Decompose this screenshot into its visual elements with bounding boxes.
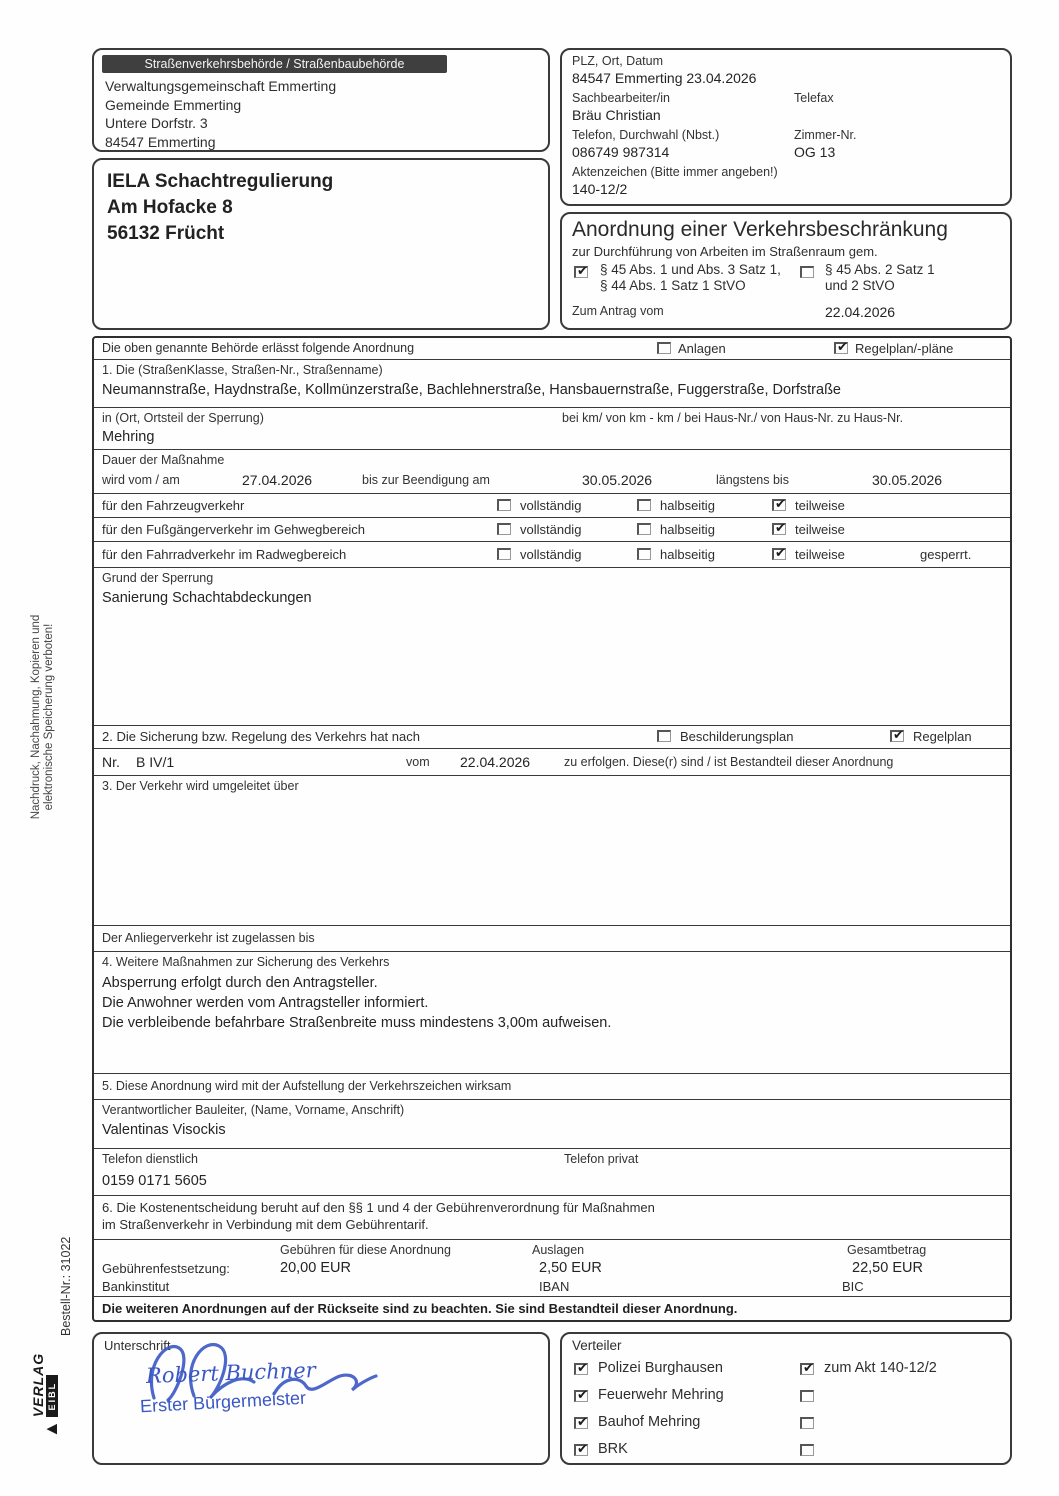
paragraph45-1-checkbox[interactable] [574,266,588,278]
gesperrt-label: gesperrt. [920,547,972,562]
location-label: in (Ort, Ortsteil der Sperrung) [102,411,264,425]
distribution-label: Verteiler [572,1338,622,1353]
paragraph45-2-label-line1: § 45 Abs. 2 Satz 1 [825,262,935,277]
anlagen-checkbox[interactable] [657,342,671,354]
recipient-line: IELA Schachtregulierung [107,171,334,192]
phone-private-label: Telefon privat [564,1152,639,1166]
copyright-line1: Nachdruck, Nachahmung, Kopieren und [30,614,42,820]
section5-label: 5. Diese Anordnung wird mit der Aufstellung der Verkehrszeichen wirksam [102,1079,512,1093]
full-label: vollständig [520,547,582,562]
vom-label: vom [406,755,430,769]
order-number-note: Bestell-Nr.: 31022 [59,1236,73,1336]
file-ref-label: Aktenzeichen (Bitte immer angeben!) [572,165,778,179]
antrag-label: Zum Antrag vom [572,304,664,318]
traffic-row-pedestrian [94,518,1010,542]
section1-row [94,360,1010,408]
duration-label: Dauer der Maßnahme [102,453,225,467]
recipient-line: Am Hofacke 8 [107,197,233,218]
file-ref-value: 140-12/2 [572,181,628,197]
nr-value: B IV/1 [136,754,175,770]
anlagen-label: Anlagen [678,341,726,356]
zum-akt-checkbox[interactable] [800,1363,814,1375]
bauleiter-label: Verantwortlicher Bauleiter, (Name, Vorname, Anschrift) [102,1103,405,1117]
order-title: Anordnung einer Verkehrsbeschränkung [572,218,948,241]
copyright-line2: elektronische Speicherung verboten! [43,623,55,811]
authority-line: Verwaltungsgemeinschaft Emmerting [105,78,337,94]
beschilderungsplan-checkbox[interactable] [657,730,671,742]
duration-until-label: bis zur Beendigung am [362,473,490,487]
polizei-label: Polizei Burghausen [598,1360,723,1376]
section2-row [94,726,1010,749]
section4-line: Absperrung erfolgt durch den Antragsteller. [102,975,378,991]
fees-col1-value: 20,00 EUR [280,1260,351,1276]
form-header-label: Die oben genannte Behörde erlässt folgende Anordnung [102,341,415,355]
fees-col3-header: Gesamtbetrag [847,1243,927,1257]
plz-label: PLZ, Ort, Datum [572,54,663,68]
signature-name: Robert Buchner [145,1358,317,1388]
traffic-row-label: für den Fußgängerverkehr im Gehwegbereich [102,522,366,537]
form-header-row [94,338,1010,360]
authority-line: Untere Dorfstr. 3 [105,115,208,131]
bank-label: Bankinstitut [102,1279,170,1294]
location-value: Mehring [102,429,155,445]
feuerwehr-checkbox[interactable] [574,1390,588,1402]
feuerwehr-label: Feuerwehr Mehring [598,1387,724,1403]
fees-row [94,1240,1010,1297]
empty-checkbox-2[interactable] [800,1417,814,1429]
duration-until-date: 30.05.2026 [582,472,653,488]
notice-text: Die weiteren Anordnungen auf der Rückseite sind zu beachten. Sie sind Bestandteil dieser Anordnung. [102,1301,738,1316]
paragraph45-1-label-line2: § 44 Abs. 1 Satz 1 StVO [600,278,746,293]
order-subtitle: zur Durchführung von Arbeiten im Straßenraum gem. [572,244,878,259]
contact-box [560,48,1012,206]
phone-label: Telefon, Durchwahl (Nbst.) [572,128,720,142]
order-form-table [92,336,1012,1322]
reason-row [94,568,1010,726]
bauleiter-row [94,1100,1010,1149]
vehicle-half-checkbox[interactable] [637,499,651,511]
recipient-line: 56132 Frücht [107,223,225,244]
reason-label: Grund der Sperrung [102,571,214,585]
pedestrian-full-checkbox[interactable] [497,523,511,535]
room-value: OG 13 [794,144,836,160]
bicycle-partial-checkbox[interactable] [772,548,786,560]
half-label: halbseitig [660,522,715,537]
location-km-label: bei km/ von km - km / bei Haus-Nr./ von Haus-Nr. zu Haus-Nr. [562,411,904,425]
bicycle-full-checkbox[interactable] [497,548,511,560]
clerk-value: Bräu Christian [572,107,661,123]
pedestrian-half-checkbox[interactable] [637,523,651,535]
full-label: vollständig [520,522,582,537]
duration-from-label: wird vom / am [102,473,180,487]
logo-triangle-icon: ▲ [41,1420,61,1438]
zum-akt-label: zum Akt 140-12/2 [824,1360,937,1376]
bauhof-label: Bauhof Mehring [598,1414,701,1430]
regelplan-label: Regelplan [913,729,972,744]
section1-streets: Neumannstraße, Haydnstraße, Kollmünzerstraße, Bachlehnerstraße, Hansbauernstraße, Fuggerstraße, Dorfstraße [102,382,841,398]
authority-line: Gemeinde Emmerting [105,96,242,113]
section2-detail-row [94,749,1010,776]
pedestrian-partial-checkbox[interactable] [772,523,786,535]
section4-line: Die verbleibende befahrbare Straßenbreite muss mindestens 3,00m aufweisen. [102,1015,612,1031]
paragraph45-2-checkbox[interactable] [800,266,814,278]
iban-label: IBAN [539,1279,570,1294]
recipient-box [92,158,550,330]
vehicle-full-checkbox[interactable] [497,499,511,511]
section3-label: 3. Der Verkehr wird umgeleitet über [102,779,299,793]
fees-col2-header: Auslagen [532,1243,585,1257]
empty-checkbox-1[interactable] [800,1390,814,1402]
empty-checkbox-3[interactable] [800,1444,814,1456]
reason-value: Sanierung Schachtabdeckungen [102,590,312,606]
partial-label: teilweise [795,498,845,513]
distribution-box [560,1332,1012,1465]
logo-box: EIBL [46,1375,58,1417]
fees-row-label: Gebührenfestsetzung: [102,1261,230,1276]
polizei-checkbox[interactable] [574,1363,588,1375]
anlieger-label: Der Anliegerverkehr ist zugelassen bis [102,931,315,945]
clerk-label: Sachbearbeiter/in [572,91,670,105]
section6-line1: 6. Die Kostenentscheidung beruht auf den §§ 1 und 4 der Gebührenverordnung für Maßnahmen [102,1200,655,1215]
duration-row [94,450,1010,494]
bicycle-half-checkbox[interactable] [637,548,651,560]
bic-label: BIC [842,1279,864,1294]
fees-col1-header: Gebühren für diese Anordnung [280,1243,451,1257]
regelplan-plaene-label: Regelplan/-pläne [855,341,954,356]
authority-box [92,48,550,152]
section2-tail: zu erfolgen. Diese(r) sind / ist Bestandteil dieser Anordnung [564,755,894,769]
regelplan-plaene-checkbox[interactable] [834,342,848,354]
bauleiter-value: Valentinas Visockis [102,1122,226,1138]
signature-label: Unterschrift [104,1338,171,1353]
signature-title: Erster Bürgermeister [139,1387,307,1417]
fees-col3-value: 22,50 EUR [852,1260,923,1276]
plz-value: 84547 Emmerting 23.04.2026 [572,70,757,86]
anlieger-row [94,926,1010,952]
beschilderungsplan-label: Beschilderungsplan [680,729,794,744]
duration-latest-date: 30.05.2026 [872,472,943,488]
publisher-logo [30,1352,61,1438]
room-label: Zimmer-Nr. [794,128,857,142]
location-row [94,408,1010,450]
section4-label: 4. Weitere Maßnahmen zur Sicherung des Verkehrs [102,955,390,969]
duration-latest-label: längstens bis [716,473,789,487]
regelplan-checkbox[interactable] [890,730,904,742]
traffic-row-bicycle [94,542,1010,568]
partial-label: teilweise [795,522,845,537]
antrag-date: 22.04.2026 [825,304,896,320]
brk-checkbox[interactable] [574,1444,588,1456]
full-label: vollständig [520,498,582,513]
section5-row [94,1074,1010,1100]
vehicle-partial-checkbox[interactable] [772,499,786,511]
nr-label: Nr. [102,754,120,770]
section3-row [94,776,1010,926]
signature-box [92,1332,550,1465]
bauhof-checkbox[interactable] [574,1417,588,1429]
phone-business-label: Telefon dienstlich [102,1152,198,1166]
vom-value: 22.04.2026 [460,754,531,770]
phone-business-value: 0159 0171 5605 [102,1173,207,1189]
order-title-box [560,212,1012,330]
traffic-row-label: für den Fahrradverkehr im Radwegbereich [102,547,347,562]
section6-line2: im Straßenverkehr in Verbindung mit dem Gebührentarif. [102,1217,429,1232]
brk-label: BRK [598,1441,628,1457]
section6-row [94,1196,1010,1240]
traffic-row-label: für den Fahrzeugverkehr [102,498,245,513]
telefax-label: Telefax [794,91,834,105]
traffic-row-vehicle [94,494,1010,518]
phone-value: 086749 987314 [572,144,670,160]
paragraph45-1-label-line1: § 45 Abs. 1 und Abs. 3 Satz 1, [600,262,781,277]
authority-line: 84547 Emmerting [105,133,216,150]
notice-row [94,1297,1010,1322]
fees-col2-value: 2,50 EUR [539,1260,602,1276]
section2-label: 2. Die Sicherung bzw. Regelung des Verkehrs hat nach [102,729,420,744]
half-label: halbseitig [660,498,715,513]
copyright-note [30,586,56,848]
phone-row [94,1149,1010,1196]
section4-line: Die Anwohner werden vom Antragsteller informiert. [102,995,429,1011]
paragraph45-2-label-line2: und 2 StVO [825,278,895,293]
logo-word: VERLAG [30,1352,46,1418]
duration-from-date: 27.04.2026 [242,472,313,488]
section1-label: 1. Die (StraßenKlasse, Straßen-Nr., Straßenname) [102,363,383,377]
authority-header-bar: Straßenverkehrsbehörde / Straßenbaubehörde [102,55,447,73]
section4-row [94,952,1010,1074]
partial-label: teilweise [795,547,845,562]
half-label: halbseitig [660,547,715,562]
